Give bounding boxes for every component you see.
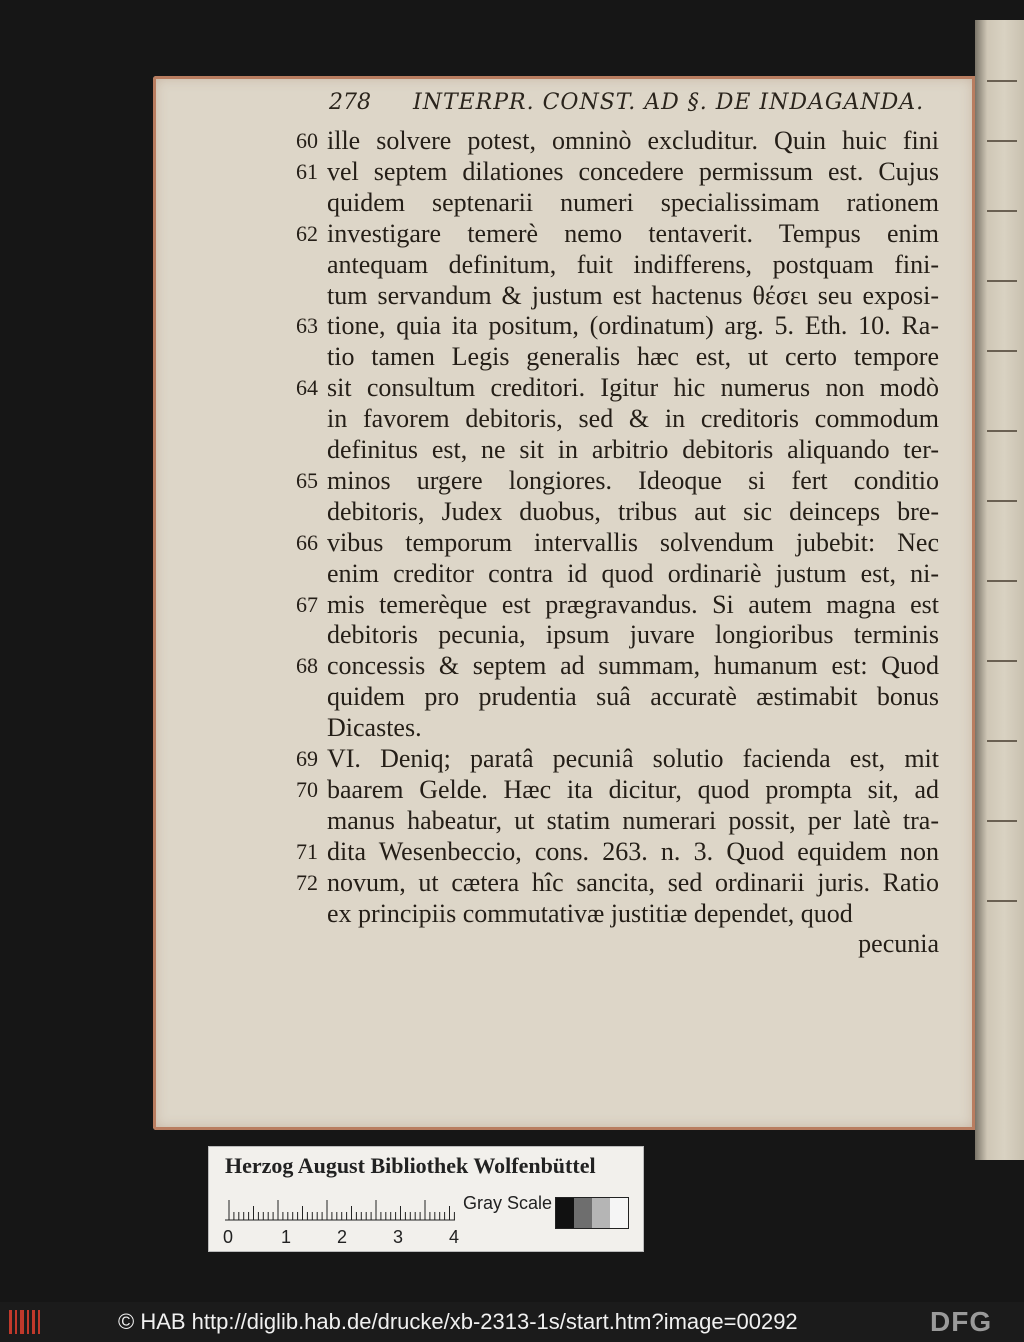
copyright-url: © HAB http://diglib.hab.de/drucke/xb-2313-1s/start.htm?image=00292 <box>118 1309 798 1334</box>
margin-line-number: 60 <box>296 128 318 153</box>
margin-line-number: 65 <box>296 467 318 493</box>
book-page <box>153 76 975 1130</box>
margin-line-number: 71 <box>296 838 318 864</box>
margin-line-number: 63 <box>296 313 318 339</box>
grayscale-patch <box>592 1198 610 1228</box>
library-name: Herzog August Bibliothek Wolfenbüttel <box>225 1153 596 1178</box>
page-number: 278 <box>329 90 371 115</box>
text-line: quidem septenarii numeri specialissimam rationem <box>327 187 939 217</box>
facing-page-edge <box>975 20 1024 1160</box>
text-line: VI. Deniq; paratâ pecuniâ solutio facienda est, mit <box>327 744 939 773</box>
text-line: investigare temerè nemo tentaverit. Tempus enim <box>327 218 939 248</box>
ruler-number: 4 <box>449 1227 460 1247</box>
text-line: concessis & septem ad summam, humanum est: Quod <box>327 651 939 681</box>
margin-line-number: 68 <box>296 653 318 679</box>
text-line: ille solvere potest, omninò excluditur. Quin huic fini <box>327 126 939 155</box>
grayscale-swatch <box>555 1197 629 1229</box>
text-line: debitoris pecunia, ipsum juvare longioribus terminis <box>327 620 939 650</box>
text-line: quidem pro prudentia suâ accuratè æstimabit bonus <box>327 682 939 712</box>
footer-bar <box>0 1302 1024 1342</box>
text-line: sit consultum creditori. Igitur hic numerus non modò <box>327 373 939 403</box>
margin-line-number: 61 <box>296 158 318 184</box>
text-line: tio tamen Legis generalis hæc est, ut certo tempore <box>327 342 939 372</box>
ruler-number: 1 <box>281 1227 292 1247</box>
grayscale-patch <box>610 1198 628 1228</box>
margin-line-number: 66 <box>296 529 318 555</box>
text-line: antequam definitum, fuit indifferens, postquam fini- <box>327 249 939 279</box>
text-line: novum, ut cætera hîc sancita, sed ordinarii juris. Ratio <box>327 867 939 897</box>
ruler-numbers <box>221 1227 461 1249</box>
text-line: enim creditor contra id quod ordinariè justum est, ni- <box>327 558 939 588</box>
text-line: tione, quia ita positum, (ordinatum) arg. 5. Eth. 10. Ra- <box>327 311 939 341</box>
ruler-number: 2 <box>337 1227 348 1247</box>
catchword: pecunia <box>858 929 939 959</box>
text-line: definitus est, ne sit in arbitrio debitoris aliquando ter- <box>327 435 939 464</box>
margin-line-number: 72 <box>296 869 318 895</box>
running-head-title: INTERPR. CONST. AD §. DE INDAGANDA. <box>413 90 925 115</box>
margin-line-number: 62 <box>296 220 318 246</box>
text-line: in favorem debitoris, sed & in creditoris commodum <box>327 404 939 434</box>
grayscale-label: Gray Scale <box>463 1193 553 1213</box>
ruler-number: 0 <box>223 1227 234 1247</box>
library-color-card <box>208 1146 644 1252</box>
margin-line-number: 69 <box>296 746 318 771</box>
hab-barcode-logo-icon <box>8 1308 42 1336</box>
text-line: vibus temporum intervallis solvendum jubebit: Nec <box>327 527 939 557</box>
text-line: mis temerèque est prægravandus. Si autem magna est <box>327 589 939 619</box>
margin-line-number: 67 <box>296 591 318 617</box>
margin-line-number: 70 <box>296 776 318 802</box>
ruler-number: 3 <box>393 1227 404 1247</box>
grayscale-patch <box>574 1198 592 1228</box>
dfg-logo: DFG <box>930 1306 993 1337</box>
running-header <box>329 90 949 124</box>
grayscale-patch <box>556 1198 574 1228</box>
text-line: minos urgere longiores. Ideoque si fert conditio <box>327 465 939 495</box>
text-line: Dicastes. <box>327 713 422 743</box>
text-line: dita Wesenbeccio, cons. 263. n. 3. Quod equidem non <box>327 836 939 866</box>
text-line: ex principiis commutativæ justitiæ dependet, quod <box>327 898 853 928</box>
text-line: baarem Gelde. Hæc ita dicitur, quod prompta sit, ad <box>327 774 939 804</box>
text-line: vel septem dilationes concedere permissum est. Cujus <box>327 156 939 186</box>
margin-line-number: 64 <box>296 375 318 401</box>
text-line: tum servandum & justum est hactenus θέσει seu exposi- <box>327 280 939 310</box>
text-line: debitoris, Judex duobus, tribus aut sic deinceps bre- <box>327 496 939 526</box>
ruler-scale <box>225 1191 455 1221</box>
text-line: manus habeatur, ut statim numerari possit, per latè tra- <box>327 805 939 835</box>
